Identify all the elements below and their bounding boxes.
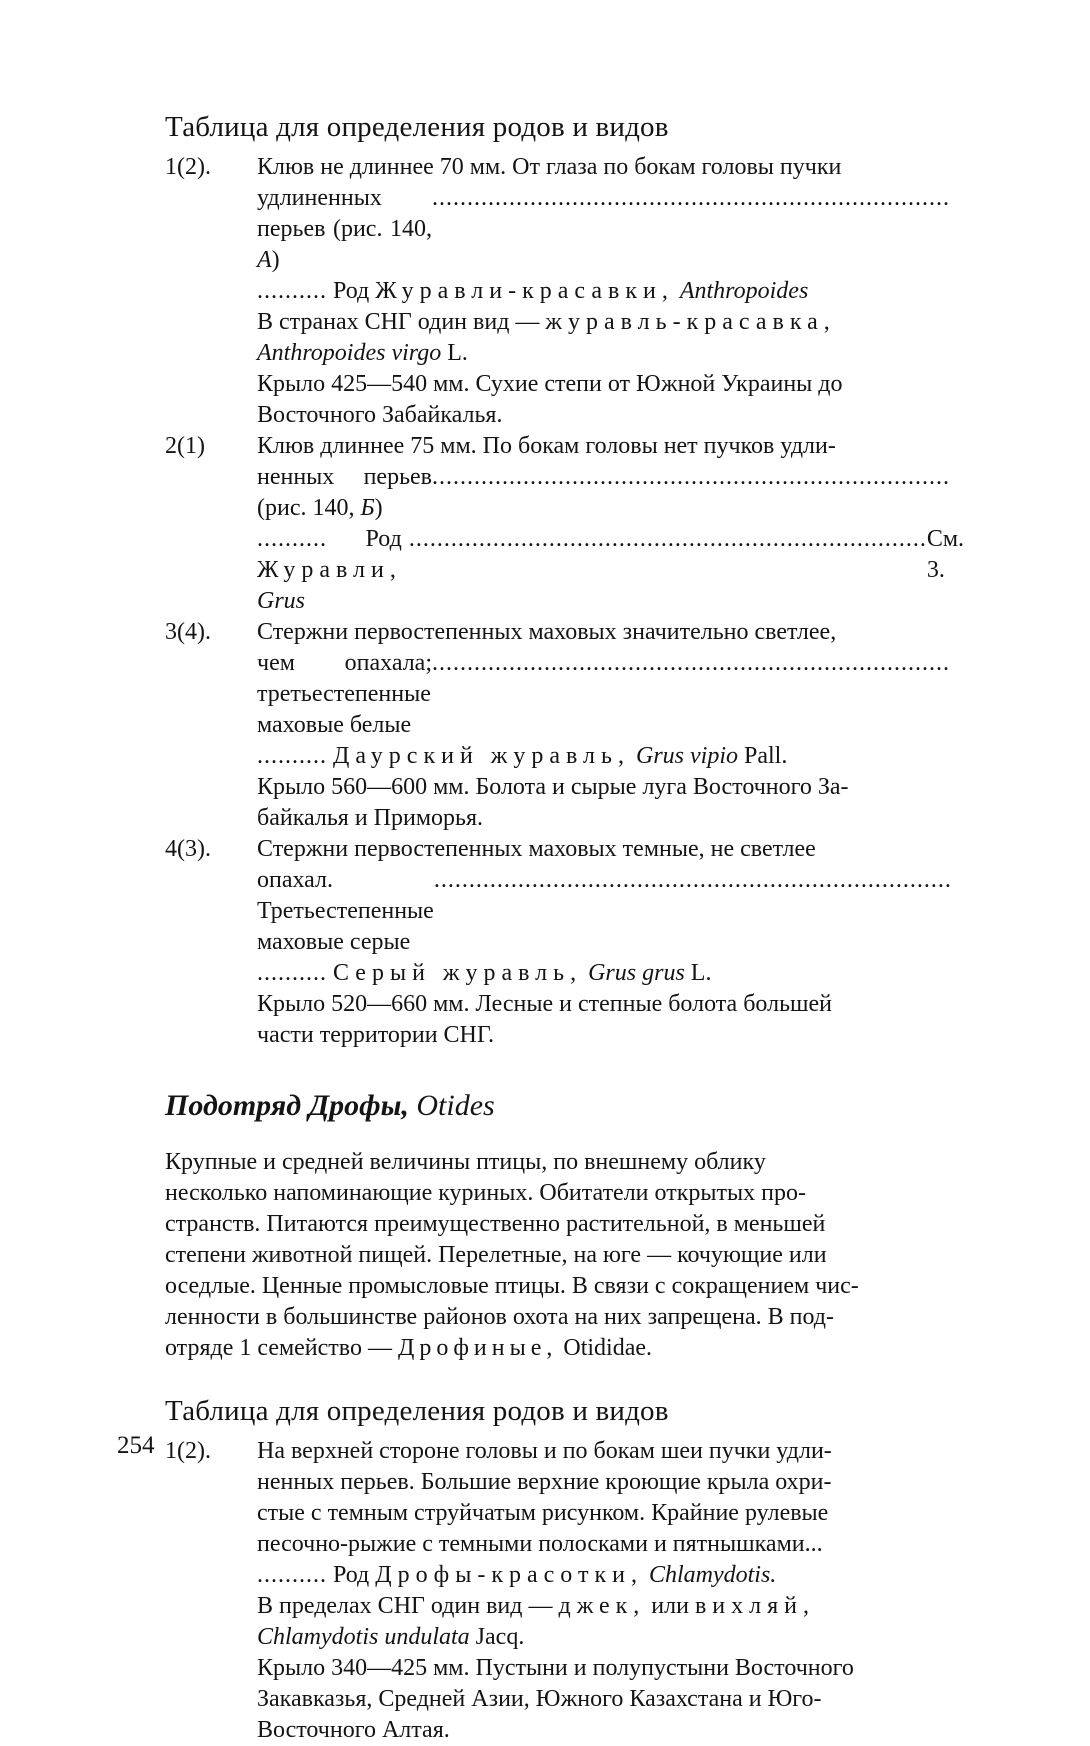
paragraph-line: степени животной пищей. Перелетные, на юге — кочующие или [165,1242,827,1268]
author: L. [690,960,712,986]
taxon-name: джек, [558,1593,646,1619]
key-line [257,958,950,989]
taxon-name: Журавли, [257,557,402,583]
key-line [257,865,950,958]
suborder-latin: Otides [416,1089,495,1122]
key-line: Крыло 560—600 мм. Болота и сырые луга Восточного За- [257,774,849,800]
latin-name: Grus [257,588,306,614]
key-line [257,338,950,369]
key-line: стые с темным струйчатым рисунком. Крайние рулевые [257,1500,829,1526]
key-line [257,741,950,772]
latin-name: Chlamydotis undulata [257,1624,470,1650]
key-line: Восточного Забайкалья. [257,402,503,428]
key-line: песочно-рыжие с темными полосками и пятнышками... [257,1531,823,1557]
key-line: части территории СНГ. [257,1022,495,1048]
key-line [257,648,950,741]
key-line: На верхней стороне головы и по бокам шеи пучки удли- [257,1438,832,1464]
key-entry [165,1436,950,1746]
key-number: 3(4). [165,619,211,645]
latin-name: Chlamydotis. [648,1562,777,1588]
paragraph-line: Крупные и средней величины птицы, по внешнему облику [165,1149,766,1175]
taxon-name: Дрофы-красотки, [375,1562,643,1588]
key-line [257,183,950,276]
latin-name: Anthropoides virgo [257,340,442,366]
suborder-heading [165,1087,950,1125]
key-line: Крыло 520—660 мм. Лесные и степные болота большей [257,991,833,1017]
key-line: Крыло 425—540 мм. Сухие степи от Южной Украины до [257,371,843,397]
author: Pall. [743,743,788,769]
taxon-name: Серый журавль, [333,960,583,986]
paragraph-line: несколько напоминающие куриных. Обитатели открытых про- [165,1180,806,1206]
key-line: Крыло 340—425 мм. Пустыни и полупустыни Восточного [257,1655,854,1681]
latin-name: Grus vipio [635,743,738,769]
key-entry [165,834,950,1051]
page-number: 254 [117,1432,155,1459]
key-number: 1(2). [165,154,211,180]
key-text: ) [374,495,383,521]
dot-leader: .......................................................................... [401,526,927,552]
key-text: чем опахала; третьестепенные маховые белые [257,650,432,738]
key-text: опахал. Третьестепенные маховые серые [257,867,434,955]
dot-leader: .......... [257,278,327,304]
figure-letter: А [257,247,272,273]
dot-leader: .......................................................................... [432,464,950,490]
key-text: В пределах СНГ один вид — [257,1593,553,1619]
table-title: Таблица для определения родов и видов [165,111,669,143]
dot-leader: .......................................................................... [432,185,950,211]
key-number: 2(1) [165,433,205,459]
taxon-name: Даурский журавль, [333,743,630,769]
key-line: Восточного Алтая. [257,1717,450,1743]
key-number: 4(3). [165,836,211,862]
dot-leader: .......... [257,960,327,986]
family-latin: Otididae. [563,1335,652,1361]
paragraph-line: оседлые. Ценные промысловые птицы. В связи с сокращением чис- [165,1273,859,1299]
paragraph-line: странств. Питаются преимущественно растительной, в меньшей [165,1211,826,1237]
key-text: ) [271,247,280,273]
key-line: Стержни первостепенных маховых темные, не светлее [257,836,816,862]
rank-label: Род [333,278,370,304]
key-line [257,1591,950,1622]
key-line [257,524,965,617]
author: L. [447,340,468,366]
paragraph-line: ленности в большинстве районов охота на них запрещена. В под- [165,1304,834,1330]
author: Jacq. [475,1624,525,1650]
dot-leader: .......... [257,743,327,769]
see-reference: См. 3. [926,526,965,583]
key-text: удлиненных перьев (рис. 140, [257,185,432,242]
key-line: ненных перьев. Большие верхние кроющие крыла охри- [257,1469,832,1495]
key-number: 1(2). [165,1438,211,1464]
key-text: отряде 1 семейство — [165,1335,392,1361]
dot-leader: .......................................................................... [432,650,950,676]
dot-leader: .......................................................................... [433,867,952,893]
paragraph-line [165,1333,950,1364]
taxon-name: Журавли-красавки, [375,278,674,304]
taxon-name: вихляй, [694,1593,816,1619]
suborder-description [165,1147,950,1364]
key-line [257,1560,950,1591]
family-name: Дрофиные, [397,1335,558,1361]
figure-letter: Б [360,495,375,521]
key-text: В странах СНГ один вид — [257,309,540,335]
page-content [165,108,965,1746]
key-line [257,1622,950,1653]
key-line: Клюв длиннее 75 мм. По бокам головы нет пучков удли- [257,433,836,459]
rank-label: Род [333,1562,370,1588]
latin-name: Grus grus [588,960,685,986]
latin-name: Anthropoides [679,278,809,304]
key-line [257,276,950,307]
key-line [257,462,950,524]
key-entry [165,617,950,834]
key-line: Клюв не длиннее 70 мм. От глаза по бокам головы пучки [257,154,842,180]
key-entry [165,431,965,617]
key-line [257,307,950,338]
key-line: байкалья и Приморья. [257,805,484,831]
key-line: Стержни первостепенных маховых значительно светлее, [257,619,837,645]
key-text: или [651,1593,689,1619]
dot-leader: .......... [257,1562,327,1588]
key-line: Закавказья, Средней Азии, Южного Казахстана и Юго- [257,1686,822,1712]
key-entry [165,152,950,431]
taxon-name: журавль-красавка, [545,309,836,335]
table-title: Таблица для определения родов и видов [165,1395,669,1427]
key-text: ненных перьев (рис. 140, [257,464,432,521]
rank-label: Род [365,526,402,552]
dot-leader: .......... [257,526,327,552]
suborder-title: Подотряд Дрофы, [165,1089,409,1122]
